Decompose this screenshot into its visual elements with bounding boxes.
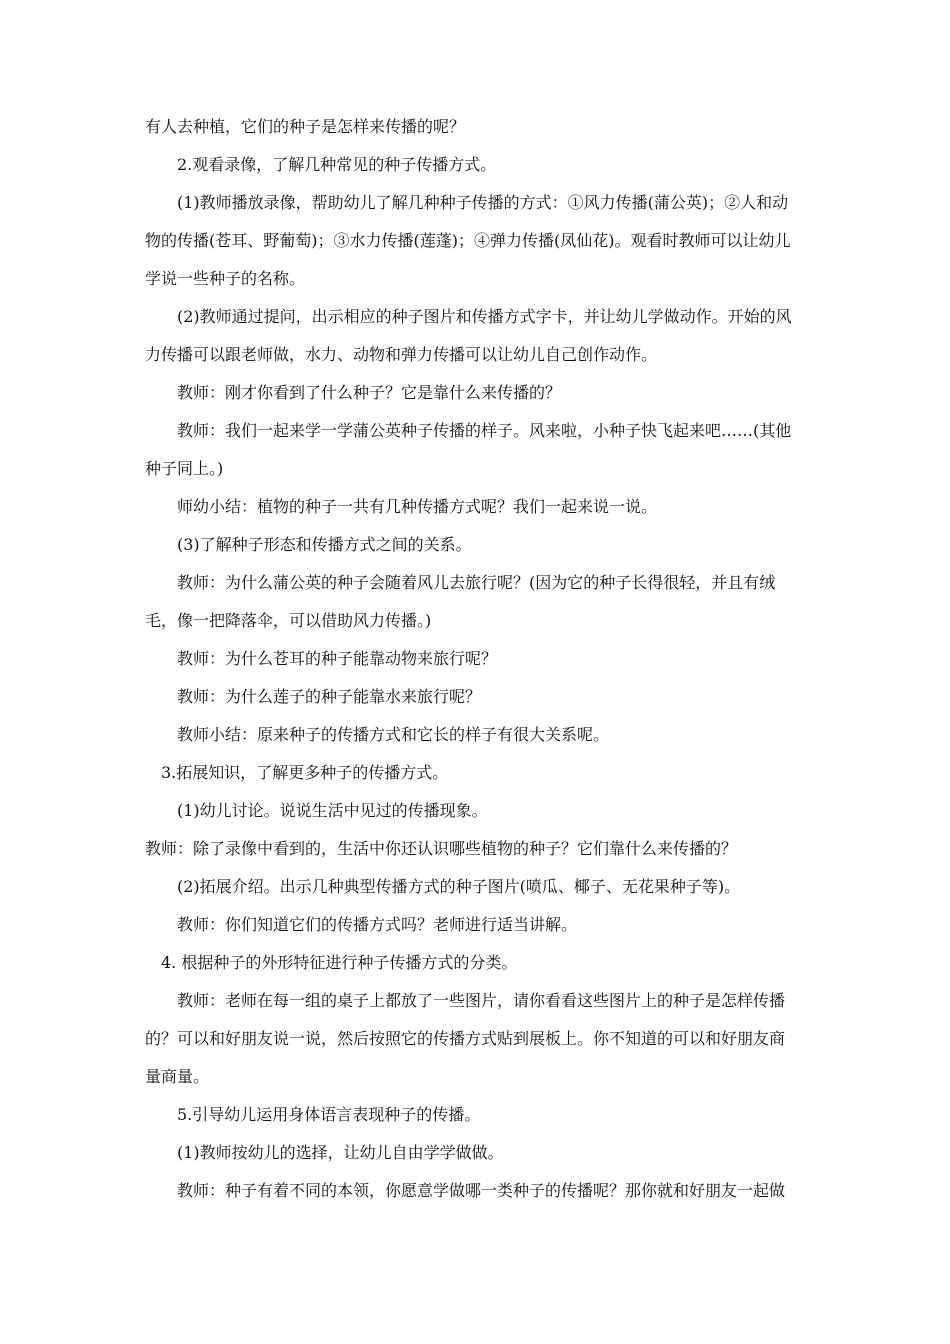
text-line: 教师：老师在每一组的桌子上都放了一些图片，请你看看这些图片上的种子是怎样传播 [177, 991, 786, 1010]
text-line: 教师：我们一起来学一学蒲公英种子传播的样子。风来啦，小种子快飞起来吧……(其他 [177, 421, 792, 440]
text-line: (1)教师按幼儿的选择，让幼儿自由学学做做。 [177, 1143, 504, 1162]
text-line: 物的传播(苍耳、野葡萄)；③水力传播(莲蓬)；④弹力传播(凤仙花)。观看时教师可以让幼儿 [145, 231, 791, 250]
text-line: 教师：你们知道它们的传播方式吗？老师进行适当讲解。 [177, 915, 578, 934]
text-line: 教师：为什么苍耳的种子能靠动物来旅行呢？ [177, 649, 498, 668]
text-line: 师幼小结：植物的种子一共有几种传播方式呢？我们一起来说一说。 [177, 497, 658, 516]
text-line: 的？可以和好朋友说一说，然后按照它的传播方式贴到展板上。你不知道的可以和好朋友商 [145, 1029, 786, 1048]
text-line: 学说一些种子的名称。 [145, 269, 306, 288]
text-line: 教师：刚才你看到了什么种子？它是靠什么来传播的？ [177, 383, 562, 402]
text-line: 力传播可以跟老师做，水力、动物和弹力传播可以让幼儿自己创作动作。 [145, 345, 658, 364]
text-line: (3)了解种子形态和传播方式之间的关系。 [177, 535, 472, 554]
text-line: 量商量。 [145, 1067, 210, 1086]
text-line: 有人去种植，它们的种子是怎样来传播的呢？ [145, 117, 466, 136]
section-heading: 5.引导幼儿运用身体语言表现种子的传播。 [177, 1105, 481, 1124]
text-line: 毛，像一把降落伞，可以借助风力传播。) [145, 611, 432, 630]
text-line: 教师：除了录像中看到的，生活中你还认识哪些植物的种子？它们靠什么来传播的？ [145, 839, 738, 858]
text-line: 种子同上。) [145, 459, 224, 478]
text-line: (1)幼儿讨论。说说生活中见过的传播现象。 [177, 801, 488, 820]
section-heading: 2.观看录像，了解几种常见的种子传播方式。 [177, 155, 497, 174]
section-heading: 4. 根据种子的外形特征进行种子传播方式的分类。 [161, 953, 518, 972]
text-line: 教师小结：原来种子的传播方式和它长的样子有很大关系呢。 [177, 725, 610, 744]
text-line: 教师：为什么蒲公英的种子会随着风儿去旅行呢？(因为它的种子长得很轻，并且有绒 [177, 573, 776, 592]
text-line: 教师：为什么莲子的种子能靠水来旅行呢？ [177, 687, 482, 706]
text-line: (1)教师播放录像，帮助幼儿了解几种种子传播的方式：①风力传播(蒲公英)；②人和动 [177, 193, 789, 212]
text-line: (2)教师通过提问，出示相应的种子图片和传播方式字卡，并让幼儿学做动作。开始的风 [177, 307, 792, 326]
section-heading: 3.拓展知识，了解更多种子的传播方式。 [161, 763, 449, 782]
text-line: 教师：种子有着不同的本领，你愿意学做哪一类种子的传播呢？那你就和好朋友一起做 [177, 1181, 786, 1200]
text-line: (2)拓展介绍。出示几种典型传播方式的种子图片(喷瓜、椰子、无花果种子等)。 [177, 877, 741, 896]
